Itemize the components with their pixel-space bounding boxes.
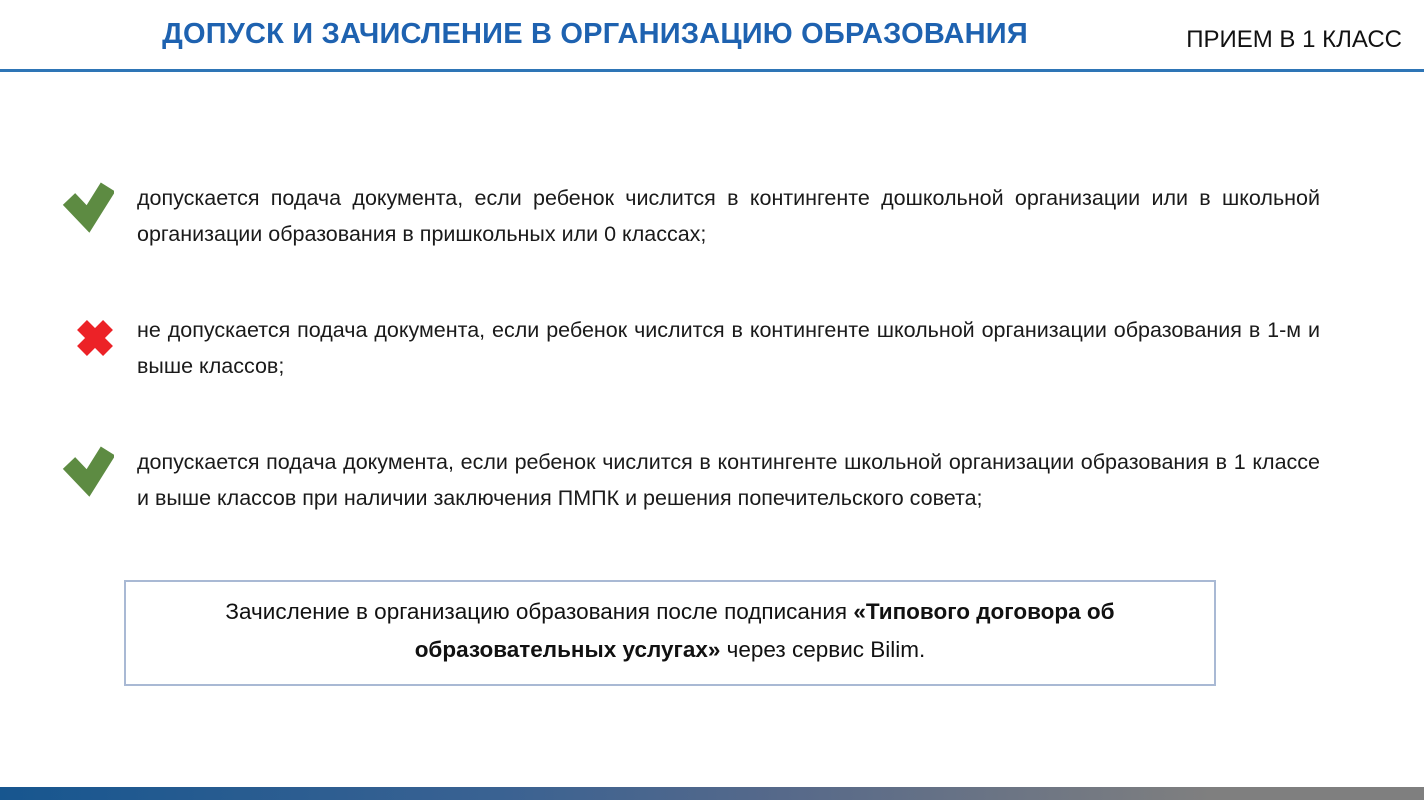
note-text-bold: «Типового договора об образовательных услугах» <box>414 599 1115 662</box>
header-divider <box>0 69 1424 72</box>
slide-header <box>0 0 1424 69</box>
note-text-after: через сервис Bilim. <box>720 637 926 662</box>
list-item <box>62 444 1320 516</box>
bullet-text: не допускается подача документа, если ребенок числится в контингенте школьной организации образования в 1-м и выше классов; <box>137 318 1320 378</box>
page-title: ДОПУСК И ЗАЧИСЛЕНИЕ В ОРГАНИЗАЦИЮ ОБРАЗОВАНИЯ <box>162 18 1028 50</box>
check-icon <box>62 444 137 505</box>
note-text-before: Зачисление в организацию образования после подписания <box>225 599 854 624</box>
bullet-text: допускается подача документа, если ребенок числится в контингенте дошкольной организации или в школьной организации образования в пришкольных или 0 классах; <box>137 186 1320 246</box>
bottom-gradient-bar <box>0 787 1424 800</box>
slide-content <box>0 180 1424 686</box>
cross-icon <box>62 312 137 367</box>
corner-label: ПРИЕМ В 1 КЛАСС <box>1186 26 1402 53</box>
enrollment-note <box>124 580 1216 686</box>
check-icon <box>62 180 137 241</box>
list-item <box>62 312 1320 384</box>
list-item <box>62 180 1320 252</box>
bullet-text: допускается подача документа, если ребенок числится в контингенте школьной организации образования в 1 классе и выше классов при наличии заключения ПМПК и решения попечительского совета; <box>137 450 1320 510</box>
